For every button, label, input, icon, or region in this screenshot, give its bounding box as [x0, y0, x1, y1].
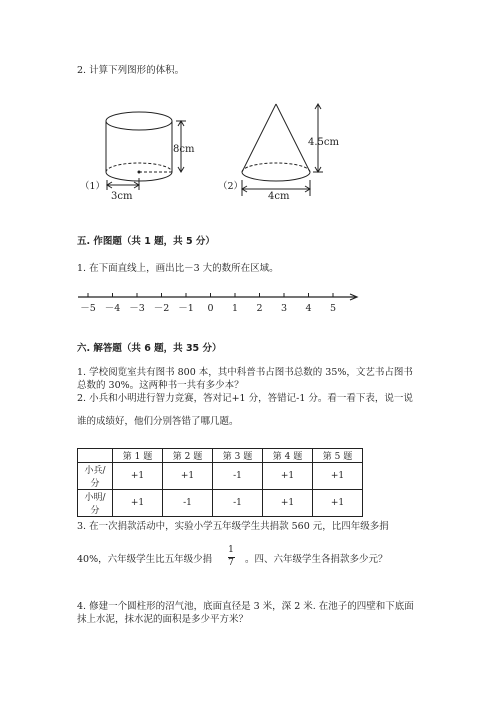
table-header-cell — [78, 449, 113, 463]
table-cell: -1 — [213, 490, 263, 517]
table-header-cell: 第 1 题 — [113, 449, 163, 463]
section6-title: 六. 解答题（共 6 题，共 35 分） — [77, 343, 222, 354]
table-row-name: 小兵/分 — [78, 463, 113, 490]
cylinder-diameter: 3cm — [111, 191, 133, 202]
section6-q3-line2a: 40%，六年级学生比五年级少捐 — [77, 554, 213, 565]
table-cell: +1 — [163, 463, 213, 490]
table-cell: +1 — [313, 490, 363, 517]
table-row — [78, 463, 363, 490]
cone-figure — [242, 104, 323, 196]
table-header-cell: 第 2 题 — [163, 449, 213, 463]
table-header-cell: 第 4 题 — [263, 449, 313, 463]
section6-q3-line1: 3. 在一次捐款活动中，实验小学五年级学生共捐款 560 元，比四年级多捐 — [77, 521, 389, 532]
cone-label: （2） — [218, 181, 244, 192]
section6-q1-line1: 1. 学校阅览室共有图书 800 本，其中科普书占图书总数的 35%，文艺书占图书 — [77, 367, 413, 378]
table-cell: +1 — [113, 463, 163, 490]
table-header-cell: 第 5 题 — [313, 449, 363, 463]
number-line-label: －3 — [129, 303, 145, 314]
table-row-name: 小明/分 — [78, 490, 113, 517]
section6-q3-line2b: 。四、六年级学生各捐款多少元？ — [245, 554, 388, 565]
table-header-cell: 第 3 题 — [213, 449, 263, 463]
number-line — [78, 293, 357, 314]
cone-height: 4.5cm — [308, 137, 339, 148]
section6-q1-line2: 总数的 30%。这两种书一共有多少本？ — [77, 380, 244, 391]
section5-title: 五. 作图题（共 1 题，共 5 分） — [77, 236, 215, 247]
number-line-label: －2 — [153, 303, 170, 314]
number-line-label: 1 — [231, 303, 239, 314]
cone-diameter: 4cm — [268, 191, 290, 202]
section6-q4-line1: 4. 修建一个圆柱形的沼气池，底面直径是 3 米，深 2 米. 在池子的四壁和下底面 — [77, 601, 414, 612]
table-cell: +1 — [263, 463, 313, 490]
number-line-label: 0 — [207, 303, 214, 314]
number-line-label: －4 — [104, 303, 121, 314]
table-header-row — [78, 449, 363, 463]
q2-title: 2. 计算下列图形的体积。 — [77, 65, 185, 76]
number-line-label: 2 — [256, 303, 263, 314]
section6-q2-line2: 谁的成绩好，他们分别答错了哪几题。 — [77, 416, 239, 427]
section6-q4-line2: 抹上水泥，抹水泥的面积是多少平方米？ — [77, 614, 249, 625]
table-cell: +1 — [113, 490, 163, 517]
number-line-label: －5 — [80, 303, 96, 314]
cylinder-label: （1） — [80, 181, 106, 192]
number-line-label: 3 — [280, 303, 288, 314]
section5-q1: 1. 在下面直线上，画出比－3 大的数所在区域。 — [77, 263, 279, 274]
table-cell: -1 — [213, 463, 263, 490]
score-table — [77, 448, 363, 517]
table-cell: +1 — [313, 463, 363, 490]
table-row — [78, 490, 363, 517]
table-cell: +1 — [263, 490, 313, 517]
fraction-numerator: 1 — [228, 545, 234, 555]
number-line-label: 4 — [305, 303, 312, 314]
number-line-label: 5 — [329, 303, 337, 314]
section6-q2-line1: 2. 小兵和小明进行智力竞赛，答对记+1 分，答错记-1 分。看一看下表，说一说 — [77, 393, 413, 404]
fraction-denominator: 7 — [228, 558, 234, 568]
table-cell: -1 — [163, 490, 213, 517]
cylinder-height: 8cm — [173, 144, 195, 155]
number-line-label: －1 — [178, 303, 194, 314]
